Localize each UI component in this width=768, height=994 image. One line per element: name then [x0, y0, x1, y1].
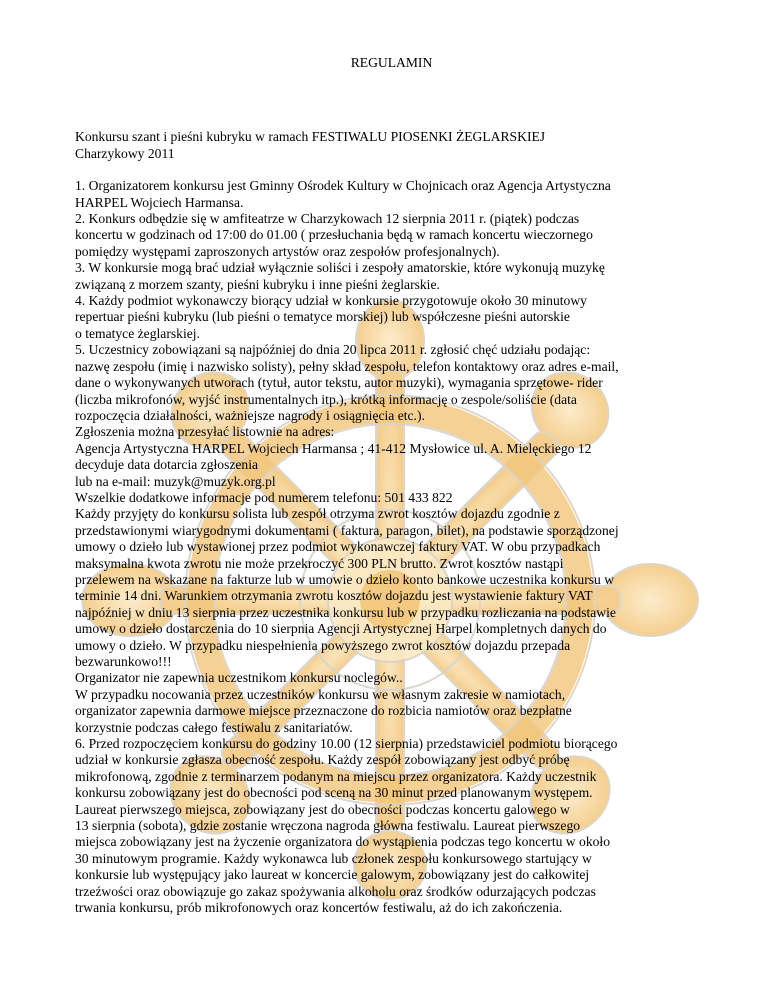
body-line: umowy o dzieło. W przypadku niespełnienia powyższego zwrot kosztów dojazdu przepada — [75, 637, 571, 653]
body-line: W przypadku nocowania przez uczestników konkursu we własnym zakresie w namiotach, — [75, 686, 566, 702]
body-line: przedstawionymi wiarygodnymi dokumentami ( faktura, paragon, bilet), na podstawie sporządzonej — [75, 522, 619, 538]
body-line: Organizator nie zapewnia uczestnikom konkursu noclegów.. — [75, 670, 403, 686]
body-line: (liczba mikrofonów, wyjść instrumentalnych itp.), krótką informację o zespole/soliście (data — [75, 391, 577, 407]
body-line: Wszelkie dodatkowe informacje pod numerem telefonu: 501 433 822 — [75, 489, 453, 505]
intro-block — [75, 129, 708, 162]
body-line: maksymalna kwota zwrotu nie może przekroczyć 300 PLN brutto. Zwrot kosztów nastąpi — [75, 555, 564, 571]
body-line: rozpoczęcia działalności, ważniejsze nagrody i osiągnięcia etc.). — [75, 407, 425, 423]
body-line: Zgłoszenia można przesyłać listownie na adres: — [75, 424, 335, 440]
body-line: 5. Uczestnicy zobowiązani są najpóźniej do dnia 20 lipca 2011 r. zgłosić chęć udziału podając: — [75, 342, 591, 358]
body-line: najpóźniej w dniu 13 sierpnia przez uczestnika konkursu lub w przypadku rozliczania na podstawie — [75, 604, 616, 620]
body-line: Laureat pierwszego miejsca, zobowiązany jest do obecności podczas koncertu galowego w — [75, 801, 570, 817]
body-line: HARPEL Wojciech Harmansa. — [75, 194, 244, 210]
body-line: lub na e-mail: muzyk@muzyk.org.pl — [75, 473, 276, 489]
body-line: 4. Każdy podmiot wykonawczy biorący udział w konkursie przygotowuje około 30 minutowy — [75, 293, 587, 309]
body-line: 6. Przed rozpoczęciem konkursu do godziny 10.00 (12 sierpnia) przedstawiciel podmiotu biorącego — [75, 736, 618, 752]
body-line: 1. Organizatorem konkursu jest Gminny Ośrodek Kultury w Chojnicach oraz Agencja Artystyczna — [75, 178, 611, 194]
body-line: 2. Konkurs odbędzie się w amfiteatrze w Charzykowach 12 sierpnia 2011 r. (piątek) podczas — [75, 211, 580, 227]
body-line: mikrofonową, zgodnie z terminarzem podanym na miejscu przez organizatora. Każdy uczestnik — [75, 768, 597, 784]
regulations-body — [75, 178, 708, 916]
body-line: umowy o dzieło lub wystawionej przez podmiot wykonawczej faktury VAT. W obu przypadkach — [75, 539, 601, 555]
body-line: 3. W konkursie mogą brać udział wyłącznie soliści i zespoły amatorskie, które wykonują muzykę — [75, 260, 605, 276]
body-line: koncertu w godzinach od 17:00 do 01.00 ( przesłuchania będą w ramach koncertu wieczornego — [75, 227, 593, 243]
body-line: pomiędzy występami zaproszonych artystów oraz zespołów profesjonalnych). — [75, 243, 500, 259]
paragraph-gap — [75, 162, 708, 178]
body-line: konkursu zobowiązany jest do obecności pod sceną na 30 minut przed planowanym występem. — [75, 785, 593, 801]
body-line: przelewem na wskazane na fakturze lub w umowie o dzieło konto bankowe uczestnika konkursu w — [75, 571, 615, 587]
body-line: umowy o dzieło dostarczenia do 10 sierpnia Agencji Artystycznej Harpel kompletnych danych do — [75, 621, 607, 637]
body-line: miejsca zobowiązany jest na życzenie organizatora do wystąpienia podczas tego koncertu w około — [75, 834, 610, 850]
body-line: organizator zapewnia darmowe miejsce przeznaczone do rozbicia namiotów oraz bezpłatne — [75, 703, 572, 719]
body-line: udział w konkursie zgłasza obecność zespołu. Każdy zespół zobowiązany jest odbyć próbę — [75, 752, 570, 768]
body-line: dane o wykonywanych utworach (tytuł, autor tekstu, autor muzyki), wymagania sprzętowe- rider — [75, 375, 603, 391]
body-line: Każdy przyjęty do konkursu solista lub zespół otrzyma zwrot kosztów dojazdu zgodnie z — [75, 506, 560, 522]
body-line: terminie 14 dni. Warunkiem otrzymania zwrotu kosztów dojazdu jest wystawienie faktury VAT — [75, 588, 593, 604]
body-line: o tematyce żeglarskiej. — [75, 325, 200, 341]
body-line: repertuar pieśni kubryku (lub pieśni o tematyce morskiej) lub współczesne pieśni autorskie — [75, 309, 570, 325]
document-title: REGULAMIN — [350, 55, 433, 70]
body-line: trzeźwości oraz obowiązuje go zakaz spożywania alkoholu oraz środków odurzających podczas — [75, 883, 596, 899]
intro-line: Konkursu szant i pieśni kubryku w ramach FESTIWALU PIOSENKI ŻEGLARSKIEJ — [75, 129, 546, 145]
body-line: konkursie lub występujący jako laureat w koncercie galowym, zobowiązany jest do całkowitej — [75, 867, 590, 883]
body-line: bezwarunkowo!!! — [75, 654, 172, 669]
body-line: korzystnie podczas całego festiwalu z sanitariatów. — [75, 719, 353, 735]
body-line: 30 minutowym programie. Każdy wykonawca lub członek zespołu konkursowego startujący w — [75, 850, 592, 866]
intro-line: Charzykowy 2011 — [75, 145, 175, 161]
body-line: decyduje data dotarcia zgłoszenia — [75, 457, 259, 473]
body-line: 13 sierpnia (sobota), gdzie zostanie wręczona nagroda główna festiwalu. Laureat pierwszego — [75, 818, 581, 834]
body-line: Agencja Artystyczna HARPEL Wojciech Harmansa ; 41-412 Mysłowice ul. A. Mielęckiego 12 — [75, 440, 592, 456]
body-line: związaną z morzem szanty, pieśni kubryku i inne pieśni żeglarskie. — [75, 276, 440, 292]
body-line: nazwę zespołu (imię i nazwisko solisty), pełny skład zespołu, telefon kontaktowy oraz adres e-mail, — [75, 358, 619, 374]
body-line: trwania konkursu, prób mikrofonowych oraz koncertów festiwalu, aż do ich zakończenia. — [75, 900, 563, 916]
